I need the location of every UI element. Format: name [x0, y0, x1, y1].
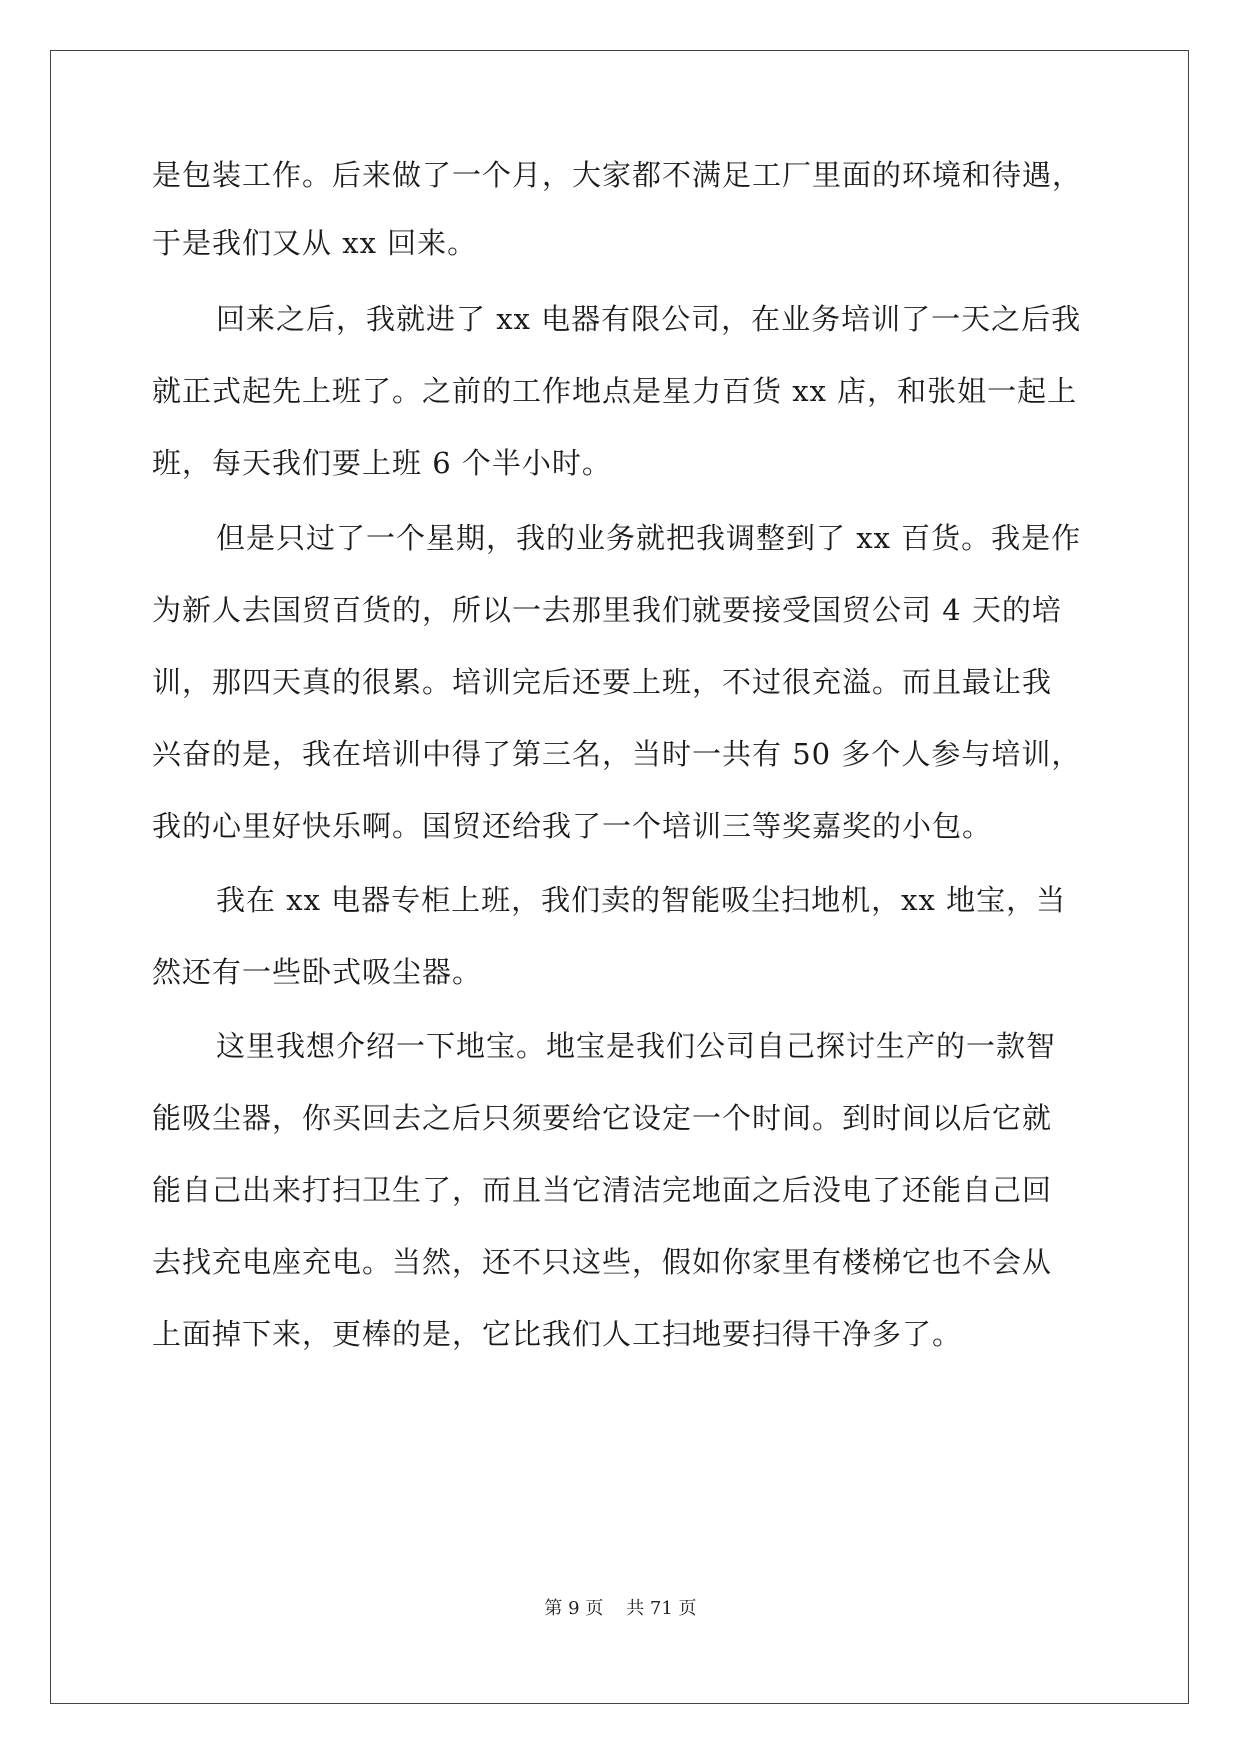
text-line: 就正式起先上班了。之前的工作地点是星力百货 xx 店，和张姐一起上 [152, 374, 1078, 408]
text-line: 我的心里好快乐啊。国贸还给我了一个培训三等奖嘉奖的小包。 [152, 809, 993, 843]
text-line: 然还有一些卧式吸尘器。 [152, 955, 483, 989]
paragraph-first-line: 但是只过了一个星期，我的业务就把我调整到了 xx 百货。我是作 [216, 521, 1082, 555]
paragraph-first-line: 我在 xx 电器专柜上班，我们卖的智能吸尘扫地机，xx 地宝，当 [216, 883, 1067, 917]
text-line: 能自己出来打扫卫生了，而且当它清洁完地面之后没电了还能自己回 [152, 1173, 1053, 1207]
text-line: 班，每天我们要上班 6 个半小时。 [152, 446, 612, 480]
paragraph-first-line: 回来之后，我就进了 xx 电器有限公司，在业务培训了一天之后我 [216, 302, 1082, 336]
page-number-footer: 第 9 页 共 71 页 [544, 1598, 697, 1619]
text-line: 兴奋的是，我在培训中得了第三名，当时一共有 50 多个人参与培训， [152, 737, 1082, 771]
text-line: 于是我们又从 xx 回来。 [152, 226, 478, 260]
paragraph-first-line: 这里我想介绍一下地宝。地宝是我们公司自己探讨生产的一款智 [216, 1029, 1057, 1063]
text-line: 去找充电座充电。当然，还不只这些，假如你家里有楼梯它也不会从 [152, 1245, 1053, 1279]
text-line: 训，那四天真的很累。培训完后还要上班，不过很充溢。而且最让我 [152, 665, 1053, 699]
text-line: 上面掉下来，更棒的是，它比我们人工扫地要扫得干净多了。 [152, 1317, 963, 1351]
text-line: 能吸尘器，你买回去之后只须要给它设定一个时间。到时间以后它就 [152, 1101, 1053, 1135]
text-line: 是包装工作。后来做了一个月，大家都不满足工厂里面的环境和待遇， [152, 158, 1083, 192]
text-line: 为新人去国贸百货的，所以一去那里我们就要接受国贸公司 4 天的培 [152, 593, 1062, 627]
